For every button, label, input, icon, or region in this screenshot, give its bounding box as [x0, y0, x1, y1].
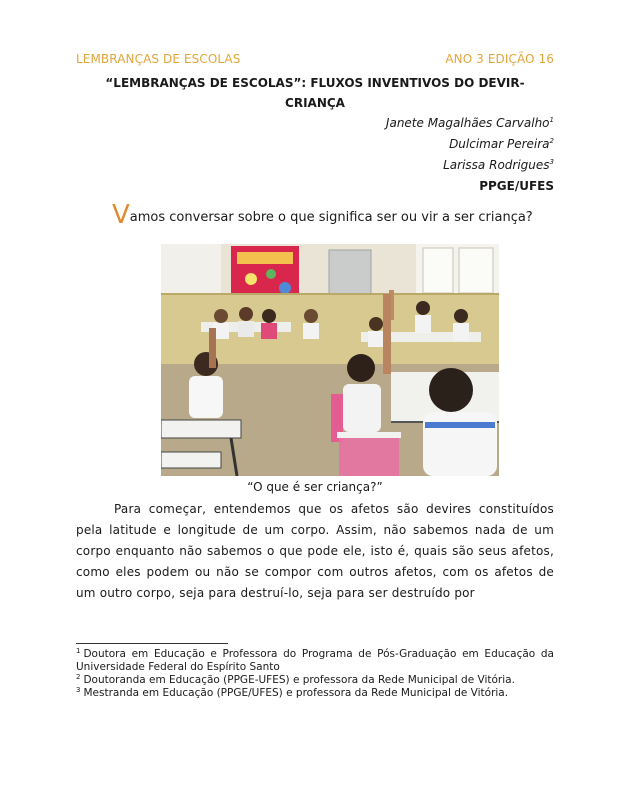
author-name: Dulcimar Pereira: [449, 137, 550, 151]
footnote-1: [76, 648, 554, 674]
footnote-mark: 3: [76, 685, 81, 694]
classroom-photo: [161, 244, 499, 476]
author-name: Larissa Rodrigues: [443, 158, 550, 172]
footnote-2: [76, 674, 554, 687]
footnote-mark: 2: [76, 672, 81, 681]
footnote-mark: 1: [76, 646, 81, 655]
author-block: [386, 113, 554, 197]
affiliation: PPGE/UFES: [479, 179, 554, 193]
body-paragraph: [76, 499, 554, 604]
article-title: “LEMBRANÇAS DE ESCOLAS”: FLUXOS INVENTIVOS DO DEVIR-CRIANÇA: [105, 76, 525, 110]
footnotes: [76, 648, 554, 700]
footnote-ref: 1: [549, 116, 554, 124]
header-issue: ANO 3 EDIÇÃO 16: [445, 52, 554, 66]
footnote-divider: [76, 643, 228, 644]
footnote-text: Doutoranda em Educação (PPGE-UFES) e professora da Rede Municipal de Vitória.: [83, 674, 515, 686]
drop-cap: V: [112, 200, 130, 230]
footnote-ref: 2: [549, 137, 554, 145]
header-journal-name: LEMBRANÇAS DE ESCOLAS: [76, 52, 241, 66]
footnote-ref: 3: [549, 158, 554, 166]
paragraph-text: Para começar, entendemos que os afetos são devires constituídos pela latitude e longitude de um corpo. Assim, não sabemos nada de um corpo enquanto não sabemos o que pode ele, isto é, quais são seus afetos, como eles podem ou não se compor com outros afetos, com os afetos de um outro corpo, seja para destruí-lo, seja para ser destruído por: [76, 502, 554, 600]
author-name: Janete Magalhães Carvalho: [385, 116, 550, 130]
footnote-text: Mestranda em Educação (PPGE/UFES) e professora da Rede Municipal de Vitória.: [83, 687, 509, 699]
lead-question: [112, 200, 533, 230]
author-2: [386, 134, 554, 155]
lead-text: amos conversar sobre o que significa ser ou vir a ser criança?: [129, 210, 533, 225]
author-3: [386, 155, 554, 176]
photo-caption: “O que é ser criança?”: [247, 480, 383, 494]
running-header: [76, 52, 554, 70]
footnote-text: Doutora em Educação e Professora do Programa de Pós-Graduação em Educação da Universidade Federal do Espírito Santo: [76, 648, 554, 673]
footnote-3: [76, 687, 554, 700]
author-1: [386, 113, 554, 134]
classroom-illustration: [161, 244, 499, 476]
